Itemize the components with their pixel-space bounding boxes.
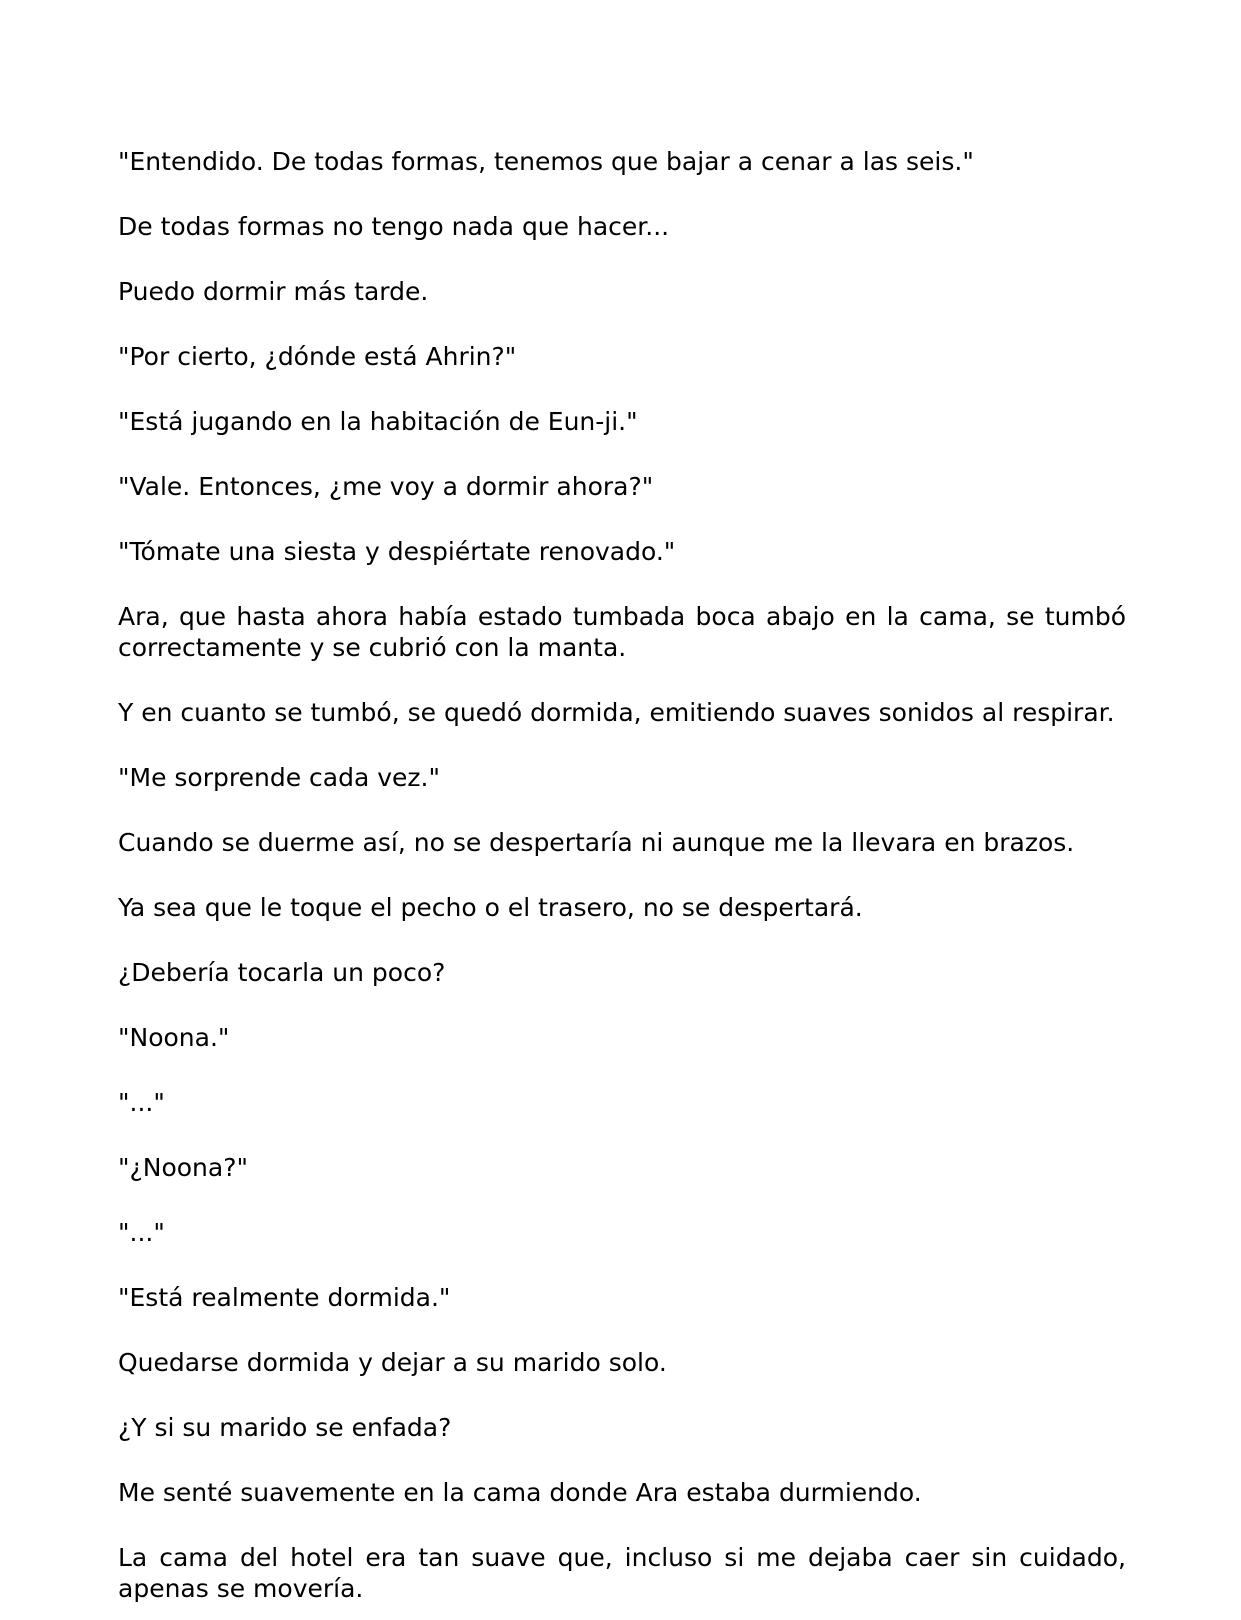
paragraph: "..." [118, 1088, 165, 1117]
paragraph: "Por cierto, ¿dónde está Ahrin?" [118, 342, 517, 371]
paragraph: "Noona." [118, 1023, 230, 1052]
paragraph: Me senté suavemente en la cama donde Ara estaba durmiendo. [118, 1478, 922, 1507]
paragraph: Y en cuanto se tumbó, se quedó dormida, emitiendo suaves sonidos al respirar. [118, 698, 1115, 727]
paragraph: "Está jugando en la habitación de Eun-ji." [118, 407, 638, 436]
document-body [118, 146, 1126, 1604]
paragraph: "Tómate una siesta y despiértate renovado." [118, 537, 676, 566]
paragraph: "Me sorprende cada vez." [118, 763, 440, 792]
paragraph: ¿Debería tocarla un poco? [118, 958, 446, 987]
paragraph: "Vale. Entonces, ¿me voy a dormir ahora?" [118, 472, 654, 501]
paragraph: "Está realmente dormida." [118, 1283, 451, 1312]
paragraph: Cuando se duerme así, no se despertaría ni aunque me la llevara en brazos. [118, 828, 1075, 857]
paragraph: "Entendido. De todas formas, tenemos que bajar a cenar a las seis." [118, 147, 974, 176]
paragraph: ¿Y si su marido se enfada? [118, 1413, 452, 1442]
paragraph: Ya sea que le toque el pecho o el trasero, no se despertará. [118, 893, 863, 922]
paragraph: De todas formas no tengo nada que hacer... [118, 212, 670, 241]
paragraph: Ara, que hasta ahora había estado tumbada boca abajo en la cama, se tumbó correctamente y se cubrió con la manta. [118, 602, 1126, 662]
paragraph: "..." [118, 1218, 165, 1247]
paragraph: Quedarse dormida y dejar a su marido solo. [118, 1348, 667, 1377]
paragraph: Puedo dormir más tarde. [118, 277, 429, 306]
paragraph: La cama del hotel era tan suave que, incluso si me dejaba caer sin cuidado, apenas se movería. [118, 1543, 1126, 1603]
paragraph: "¿Noona?" [118, 1153, 248, 1182]
